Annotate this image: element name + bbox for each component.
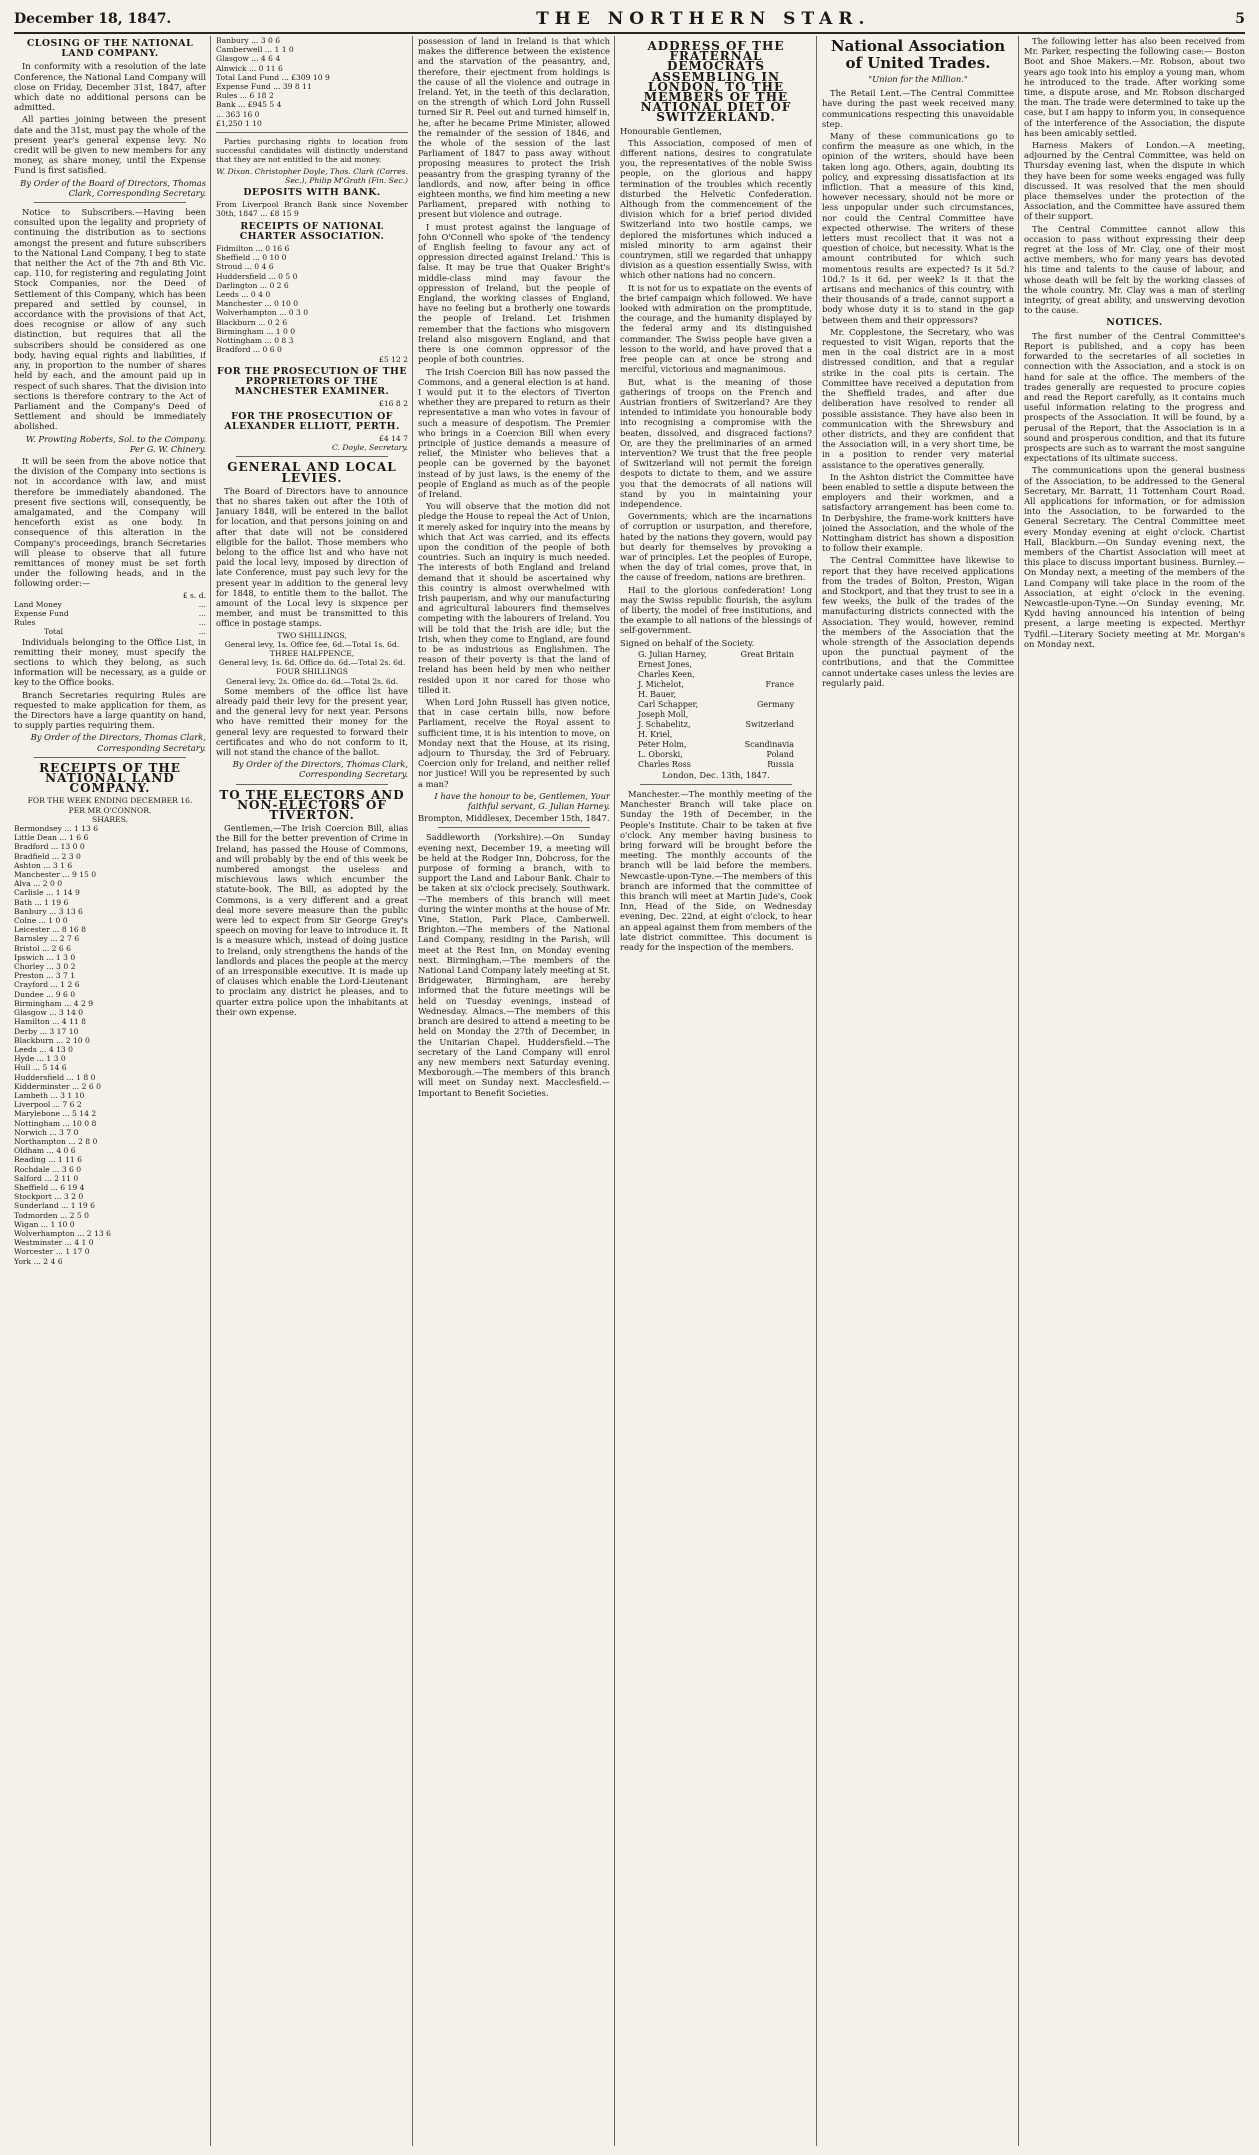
charter-row: Stroud ... 0 4 6	[216, 262, 274, 272]
ledger-row: Total ...	[44, 627, 206, 637]
salutation: Honourable Gentlemen,	[620, 125, 722, 136]
ledger-row: ... 363 16 0	[216, 109, 260, 119]
column-1	[14, 36, 206, 2146]
signatories-list	[620, 650, 812, 770]
signatory-name: J. Michelot,	[638, 679, 684, 689]
receipt-row: Carlisle ... 1 14 9	[14, 888, 80, 898]
receipt-row: Dundee ... 9 6 0	[14, 989, 76, 999]
article-paragraph: In the Ashton district the Committee have been enabled to settle a dispute between the employers and their workmen, and a satisfactory arrangement has been come to. In Derbyshire, the frame-work knitters have joined the Association, and the whole of the Nottingham district has shown a disposition to follow their example.	[822, 471, 1014, 554]
charter-row: Bradford ... 0 6 0	[216, 345, 282, 355]
receipt-row: York ... 2 4 6	[14, 1256, 63, 1266]
signatory-name: Joseph Moll,	[638, 709, 689, 719]
signature: By Order of the Board of Directors, Thomas Clark, Corresponding Secretary.	[20, 177, 206, 198]
article-paragraph: I must protest against the language of John O'Connell who spoke of 'the tendency of English feeling to favour any act of oppression directed against Ireland.' This is false. It may be true that Quaker Bright's middle-class mind may favour the oppression of Ireland, but the people of England, the working classes of England, have no feeling but a brotherly one towards the people of Ireland. Let Irishmen remember that the factions who misgovern Ireland also misgovern England, and that there is one common oppressor of the people of both countries.	[418, 221, 610, 365]
divider	[216, 132, 408, 133]
notices-heading: NOTICES.	[1106, 317, 1163, 329]
charter-row: Nottingham ... 0 8 3	[216, 336, 294, 346]
signatory-country: Russia	[767, 759, 794, 769]
purchase-note: Parties purchasing rights to location from successful candidates will distinctly understand that they are not entitled to the aid money.	[216, 137, 408, 165]
column-rule	[1018, 36, 1019, 2146]
signatory-row	[638, 660, 794, 670]
charter-row: Blackburn ... 0 2 6	[216, 317, 288, 327]
receipt-row: Marylebone ... 5 14 2	[14, 1109, 97, 1119]
ledger-row: Expense Fund ... 39 8 11	[216, 82, 312, 92]
ledger-row: Total Land Fund ... £309 10 9	[216, 72, 330, 82]
signatory-name: Ernest Jones,	[638, 659, 692, 669]
charter-row: Darlington ... 0 2 6	[216, 280, 289, 290]
divider	[438, 827, 590, 828]
elliott-total: £4 14 7	[379, 433, 408, 443]
column-rule	[816, 36, 817, 2146]
receipt-row: Bath ... 1 19 6	[14, 897, 69, 907]
receipts-subheading: FOR THE WEEK ENDING DECEMBER 16.	[27, 796, 193, 806]
divider	[640, 784, 792, 785]
signature: I have the honour to be, Gentlemen, Your faithful servant, G. Julian Harney.	[434, 790, 610, 812]
signatory-name: G. Julian Harney,	[638, 649, 707, 659]
charter-row: Wolverhampton ... 0 3 0	[216, 308, 309, 318]
article-paragraph: Governments, which are the incarnations of corruption or usurpation, and therefore, hated by the nations they govern, would pay but dearly for themselves by provoking a war of principles. Let the peoples of Europe, when the day of trial comes, prove that, in the cause of freedom, nations are brethren.	[620, 511, 812, 583]
ledger-row: Glasgow ... 4 6 4	[216, 54, 281, 64]
receipt-row: Chorley ... 3 0 2	[14, 962, 76, 972]
article-paragraph: Gentlemen,—The Irish Coercion Bill, alias the Bill for the better prevention of Crime in Ireland, has passed the House of Commons, and will probably by the end of this week be numbered amongst the useless and mischievous laws which encumber the statute-book. The Bill, as adopted by the Commons, is a very different and a great deal more severe measure than the public were led to expect from Sir George Grey's speech on moving for leave to introduce it. It is a measure which, instead of doing justice to Ireland, only strengthens the hands of the landlords and places the people at the mercy of an irresponsible executive. It is made up of clauses which enable the Lord-Lieutenant to proclaim any district he pleases, and to quarter extra police upon the inhabitants at their own expense.	[216, 823, 408, 1017]
column-2	[216, 36, 408, 2146]
signatory-row	[638, 750, 794, 760]
receipts-list	[14, 824, 206, 1266]
motto: "Union for the Million."	[868, 74, 968, 84]
article-paragraph: It is not for us to expatiate on the events of the brief campaign which followed. We have looked with admiration on the promptitude, the courage, and the humanity displayed by the federal army and its distinguished commander. The Swiss people have given a lesson to the world, and have proved that a free people can at once be strong and merciful, victorious and magnanimous.	[620, 282, 812, 375]
signatory-row	[638, 670, 794, 680]
receipt-row: Ipswich ... 1 3 0	[14, 952, 76, 962]
article-paragraph: When Lord John Russell has given notice, that in case certain bills, now before Parliament, receive the Royal assent to sufficient time, it is his intention to move, on Monday next that the House, at its rising, adjourn to Thursday, the 3rd of February. Coercion only for Ireland, and neither relief nor justice! Will you be represented by such a man?	[418, 697, 610, 789]
ledger-row: Bank ... £945 5 4	[216, 100, 282, 110]
signatory-name: H. Bauer,	[638, 689, 677, 699]
signature: By Order of the Directors, Thomas Clark, Corresponding Secretary.	[232, 759, 408, 780]
receipt-row: Huddersfield ... 1 8 0	[14, 1072, 96, 1082]
prosecution-heading: FOR THE PROSECUTION OF THE PROPRIETORS OF THE MANCHESTER EXAMINER.	[216, 365, 408, 398]
signature: By Order of the Directors, Thomas Clark, Corresponding Secretary.	[30, 732, 206, 753]
article-paragraph: The following letter has also been received from Mr. Parker, respecting the following case:— Boston Boot and Shoe Makers.—Mr. Robson, about two years ago took into his employ a young man, whom he introduced to the trade. After working some time, a dispute arose, and Mr. Robson discharged the man. The trade were determined to take up the case, but I am happy to inform you, in consequence of the interference of the Association, the dispute has been amicably settled.	[1024, 36, 1245, 138]
signatory-row	[638, 700, 794, 710]
charter-total: £5 12 2	[379, 354, 408, 364]
receipt-row: Liverpool ... 7 6 2	[14, 1100, 82, 1110]
receipt-row: Wigan ... 1 10 0	[14, 1219, 75, 1229]
article-paragraph: The Irish Coercion Bill has now passed the Commons, and a general election is at hand. I would put it to the electors of Tiverton whether they are prepared to return as their representative a man who votes in favour of such a measure of despotism. The Premier who brings in a Coercion Bill when every principle of justice demands a measure of relief, the Minister who believes that a people can be governed by the bayonet instead of by just laws, is the enemy of the people of England as much as of the people of Ireland.	[418, 366, 610, 499]
signatory-name: Peter Holm,	[638, 739, 687, 749]
receipt-row: Leicester ... 8 16 8	[14, 925, 87, 935]
receipt-row: Bermondsey ... 1 13 6	[14, 824, 99, 834]
signatory-row	[638, 720, 794, 730]
divider	[236, 456, 388, 457]
ledger-row: Alnwick ... 0 11 6	[216, 63, 283, 73]
signatory-name: H. Kriel,	[638, 729, 673, 739]
ledger-row: Rules ...	[14, 618, 206, 628]
receipt-row: Blackburn ... 2 10 0	[14, 1035, 90, 1045]
receipt-row: Kidderminster ... 2 6 0	[14, 1081, 101, 1091]
receipt-row: Bradford ... 13 0 0	[14, 842, 85, 852]
article-paragraph: The first number of the Central Committee's Report is published, and a copy has been forwarded to the secretaries of all societies in connection with the Association, and a stock is on hand for sale at the office. The members of the trades generally are requested to procure copies and read the Report carefully, as it contains much useful information relating to the progress and prospects of the Association. It will be found, by a perusal of the Report, that the Association is in a sound and prosperous condition, and that its future prospects are such as to warrant the most sanguine expectations of its ultimate success.	[1024, 330, 1245, 464]
receipt-row: Reading ... 1 11 6	[14, 1155, 83, 1165]
receipt-row: Banbury ... 3 13 6	[14, 906, 83, 916]
signatory-country: Scandinavia	[744, 739, 794, 749]
signatory-row	[638, 680, 794, 690]
receipt-row: Crayford ... 1 2 6	[14, 980, 80, 990]
receipt-row: Stockport ... 3 2 0	[14, 1192, 84, 1202]
receipt-row: Barnsley ... 2 7 6	[14, 934, 80, 944]
signatory-row	[638, 710, 794, 720]
article-paragraph: In conformity with a resolution of the late Conference, the National Land Company will close on Friday, December 31st, 1847, after which date no additional persons can be admitted.	[14, 61, 206, 113]
receipt-row: Nottingham ... 10 0 8	[14, 1118, 97, 1128]
notices-text: Saddleworth (Yorkshire).—On Sunday evening next, December 19, a meeting will be held at the Rodger Inn, Dobcross, for the purpose of forming a branch, with to support the Land and Labour Bank. Chair to be taken at six o'clock precisely. Southwark.—The members of this branch will meet during the winter months at the house of Mr. Vine, Station, Park Place, Camberwell. Brighton.—The members of the National Land Company, residing in the Parish, will meet at the Rest Inn, on Monday evening next. Birmingham.—The members of the National Land Company lately meeting at St. Bridgewater, Birmingham, are hereby informed that the future meetings will be held on Tuesday evenings, instead of Wednesday. Almacs.—The members of this branch are desired to attend a meeting to be held on Monday the 27th of December, in the Unitarian Chapel. Huddersfield.—The secretary of the Land Company will enrol any new members next Saturday evening. Mexborough.—The members of this branch will meet on Sunday next. Macclesfield.—Important to Benefit Societies.	[418, 832, 610, 1098]
charter-row: Manchester ... 0 10 0	[216, 299, 299, 309]
article-paragraph: The Retail Lent.—The Central Committee have during the past week received many communications respecting this unavoidable step.	[822, 88, 1014, 129]
receipt-row: Salford ... 2 11 0	[14, 1173, 79, 1183]
deposits-text: From Liverpool Branch Bank since November 30th, 1847 ... £8 15 9	[216, 200, 408, 219]
article-paragraph: This Association, composed of men of different nations, desires to congratulate you, the representatives of the noble Swiss people, on the glorious and happy termination of the troubles which recently disturbed the Helvetic Confederation. Although from the commencement of the division which for a brief period divided Switzerland into two hostile camps, we deplored the misfortunes which induced a misled minority to arm against their countrymen, still we regarded that unhappy division as a question essentially Swiss, with which other nations had no concern.	[620, 137, 812, 281]
receipt-row: Todmorden ... 2 5 0	[14, 1210, 89, 1220]
article-paragraph: Hail to the glorious confederation! Long may the Swiss republic flourish, the asylum of liberty, the model of free institutions, and the example to all nations of the blessings of self-government.	[620, 584, 812, 636]
article-paragraph: All parties joining between the present date and the 31st, must pay the whole of the present year's general expense levy. No credit will be given to new members for any money, as share money, until the Expense Fund is first satisfied.	[14, 114, 206, 176]
sign-date: Brompton, Middlesex, December 15th, 1847.	[418, 813, 610, 824]
article-paragraph: possession of land in Ireland is that which makes the difference between the existence and the starvation of the peasantry, and, therefore, their ejectment from holdings is the cause of all the violence and outrage in Ireland. Yet, in the teeth of this declaration, on the strength of which Lord John Russell turned Sir R. Peel out and turned himself in, he, after he became Prime Minister, allowed the remainder of the session of 1846, and the whole of the session of the last Parliament of 1847 to pass away without proposing measures to protect the Irish peasantry from the grasping tyranny of the landlords, and now, after being in office eighteen months, we find him meeting a new Parliament, prepared with nothing to present but violence and outrage.	[418, 36, 610, 220]
levies-heading: GENERAL AND LOCAL LEVIES.	[227, 460, 397, 485]
ledger-unit-row: £ s. d.	[182, 590, 206, 600]
receipt-row: Hull ... 5 14 6	[14, 1063, 67, 1073]
column-rule	[210, 36, 211, 2146]
sign-off: Signed on behalf of the Society.	[620, 637, 755, 648]
levy-row: THREE HALFPENCE,	[269, 648, 355, 658]
article-paragraph: The Board of Directors have to announce that no shares taken out after the 10th of January 1848, will be entered in the ballot for location, and that persons joining on and after that date will not be considered eligible for the ballot. Those members who belong to the office list and who have not paid the local levy, imposed by direction of late Conference, must pay such levy for the present year in addition to the general levy for 1848, to entitle them to the ballot. The amount of the Local levy is sixpence per member, and must be transmitted to this office in postage stamps.	[216, 485, 408, 629]
masthead	[14, 6, 1245, 34]
fraternal-democrats-heading: ADDRESS OF THE FRATERNAL DEMOCRATS ASSEMBLING IN LONDON, TO THE MEMBERS OF THE NATIONAL DIET OF SWITZERLAND.	[640, 39, 792, 125]
article-paragraph: But, what is the meaning of those gatherings of troops on the French and Austrian frontiers of Switzerland? Are they intended to intimidate you honourable body into recognising a compromise with the beaten, dissolved, and disgraced factions? Or, are they the preliminaries of an armed intervention? We trust that the free people of Switzerland will not permit the foreign despots to dictate to them, and we assure you that the democrats of all nations will stand by you in maintaining your independence.	[620, 376, 812, 509]
article-paragraph: Manchester.—The monthly meeting of the Manchester Branch will take place on Sunday the 19th of December, in the People's Institute. Chair to be taken at five o'clock. Any member having business to bring forward will be brought before the meeting. The monthly accounts of the branch will be laid before the members. Newcastle-upon-Tyne.—The members of this branch are informed that the committee of this branch will meet at Martin Jude's, Cook Inn, Head of the Side, on Wednesday evening, Dec. 22nd, at eight o'clock, to hear an appeal against them from members of the late district committee. This document is ready for the inspection of the members.	[620, 788, 812, 953]
ledger-list	[216, 36, 408, 128]
receipt-row: Ashton ... 3 1 6	[14, 860, 73, 870]
receipt-row: Hamilton ... 4 11 8	[14, 1017, 86, 1027]
receipt-row: Bristol ... 2 6 6	[14, 943, 71, 953]
column-3	[418, 36, 610, 2146]
column-4	[620, 36, 812, 2146]
divider	[236, 784, 388, 785]
levy-row: FOUR SHILLINGS	[276, 667, 348, 677]
divider	[34, 202, 186, 203]
receipt-row: Lambeth ... 3 1 10	[14, 1090, 85, 1100]
signatory-country: France	[765, 679, 794, 689]
article-paragraph: Branch Secretaries requiring Rules are requested to make application for them, as the Directors have a large quantity on hand, to supply parties requiring them.	[14, 689, 206, 731]
article-paragraph: Many of these communications go to confirm the measure as one which, in the opinion of the writers, should have been taken long ago. Others, again, doubting its policy, and expressing dissatisfaction at its infliction. That a measure of this kind, however necessary, should not be more or less unpopular under such circumstances, nor could the Central Committee have expected otherwise. The writers of these letters must recollect that it was not a question of choice, but necessity. What is the amount contributed for which such momentous results are expected? Is it 5d.? 10d.? Is it 6d. per week? Is it that the artisans and mechanics of this country, with their thousands of a trade, cannot support a body whose duty it is to stand in the gap between them and their oppressors?	[822, 131, 1014, 325]
receipt-row: Manchester ... 9 15 0	[14, 870, 97, 880]
receipts-shares: SHARES.	[92, 814, 128, 824]
receipt-row: Oldham ... 4 0 6	[14, 1146, 76, 1156]
issue-date: December 18, 1847.	[14, 11, 172, 27]
receipt-row: Sunderland ... 1 19 6	[14, 1201, 95, 1211]
deposits-heading: DEPOSITS WITH BANK.	[243, 187, 381, 199]
land-company-closing-heading: CLOSING OF THE NATIONAL LAND COMPANY.	[26, 38, 194, 60]
levy-heading: TWO SHILLINGS,	[277, 630, 347, 640]
signatory-row	[638, 650, 794, 660]
receipt-row: Worcester ... 1 17 0	[14, 1247, 90, 1257]
signatory-row	[638, 760, 794, 770]
article-paragraph: The communications upon the general business of the Association, to be addressed to the General Secretary, Mr. Barratt, 11 Tottenham Court Road. All applications for information, or for admission into the Association, to be forwarded to the General Secretary. The Central Committee meet every Monday evening at eight o'clock. Chartist Hall, Blackburn.—On Sunday evening next, the members of the Chartist Association will meet at this place to discuss important business. Burnley.—On Monday next, a meeting of the members of the Land Company will take place in the room of the Association, at eight o'clock in the evening. Newcastle-upon-Tyne.—On Sunday evening, Mr. Kydd having announced his intention of being present, a large meeting is expected. Merthyr Tydfil.—Literary Society meeting at Mr. Morgan's on Monday next.	[1024, 465, 1245, 649]
charter-row: Fidmilton ... 0 16 6	[216, 244, 290, 254]
article-paragraph: Notice to Subscribers.—Having been consulted upon the legality and propriety of continuing the distribution as to sections amongst the present and future subscribers to the National Land Company, I beg to state that neither the Act of the 7th and 8th Vic. cap. 110, for registering and regulating Joint Stock Companies, nor the Deed of Settlement of this Company, which has been prepared and settled by counsel, in accordance with the provisions of that Act, does recognise or allow of any such distinction, but requires that all the subscribers should be considered as one body, having equal rights and liabilities, if any, in proportion to the number of shares held by each, and the amount paid up in respect of such shares. That the division into sections is therefore contrary to the Act of Parliament and the Company's Deed of Settlement and should be immediately abolished.	[14, 207, 206, 432]
receipt-row: Northampton ... 2 8 0	[14, 1136, 98, 1146]
receipt-row: Colne ... 1 0 0	[14, 916, 68, 926]
article-paragraph: You will observe that the motion did not pledge the House to repeal the Act of Union, it merely asked for inquiry into the means by which that Act was carried, and its effects upon the condition of the people of both countries. Such an inquiry is much needed. The interests of both England and Ireland demand that it should be ascertained why this country is almost overwhelmed with Irish pauperism, and why our manufacturing and agricultural labourers find themselves competing with the labourers of Ireland. You will be told that the Irish are idle; but the Irish, when they come to England, are found to be as industrious as Englishmen. The reason of their poverty is that the land of Ireland has been held by men who neither resided upon it nor cared for those who tilled it.	[418, 501, 610, 695]
receipt-row: Glasgow ... 3 14 0	[14, 1008, 84, 1018]
signatory-name: Carl Schapper,	[638, 699, 699, 709]
ledger-row: Expense Fund ...	[14, 608, 206, 618]
article-paragraph: It will be seen from the above notice that the division of the Company into sections is not in accordance with law, and must therefore be immediately abandoned. The present five sections will, consequently, be amalgamated, and the Company will henceforth exist as one body. In consequence of this alteration in the Company's proceedings, branch Secretaries will please to observe that all future remittances of money must be set forth under the following heads, and in the following order:—	[14, 455, 206, 589]
receipts-heading: RECEIPTS OF THE NATIONAL LAND COMPANY.	[39, 760, 181, 796]
charter-row: Huddersfield ... 0 5 0	[216, 271, 298, 281]
receipt-row: Rochdale ... 3 6 0	[14, 1164, 82, 1174]
levy-row: General levy, 2s. Office do. 6d.—Total 2s. 6d.	[226, 676, 398, 686]
ledger-row: Camberwell ... 1 1 0	[216, 45, 294, 55]
levy-row: General levy, 1s. Office fee, 6d.—Total 1s. 6d.	[224, 639, 400, 649]
signatory-name: Charles Ross	[638, 759, 691, 769]
receipt-row: Norwich ... 3 7 0	[14, 1127, 79, 1137]
article-paragraph: The Central Committee cannot allow this occasion to pass without expressing their deep regret at the loss of Mr. Clay, one of their most active members, who for many years has devoted his time and talents to the cause of labour, and whose death will be felt by the working classes of the whole country. Mr. Clay was a man of sterling integrity, of great ability, and unswerving devotion to the cause.	[1024, 223, 1245, 316]
ledger-row: £1,250 1 10	[216, 118, 262, 128]
signatory-row	[638, 740, 794, 750]
receipt-row: Little Dean ... 1 6 6	[14, 833, 89, 843]
ledger-row: Land Money ...	[14, 599, 206, 609]
prosecution-total: £16 8 2	[379, 399, 408, 409]
charter-row: Leeds ... 0 4 0	[216, 290, 271, 300]
receipt-row: Preston ... 3 7 1	[14, 971, 76, 981]
column-6	[1024, 36, 1245, 2146]
signatory-country: Switzerland	[745, 719, 794, 729]
signature: W. Dixon. Christopher Doyle, Thos. Clark (Corres. Sec.), Philip M'Grath (Fin. Sec.)	[216, 166, 408, 185]
tiverton-heading: TO THE ELECTORS AND NON-ELECTORS OF TIVERTON.	[219, 787, 405, 823]
receipt-row: Sheffield ... 6 19 4	[14, 1182, 85, 1192]
divider	[34, 757, 186, 758]
column-5	[822, 36, 1014, 2146]
receipt-row: Hyde ... 1 3 0	[14, 1054, 66, 1064]
signatory-country: Germany	[757, 699, 794, 709]
article-paragraph: Harness Makers of London.—A meeting, adjourned by the Central Committee, was held on Thursday evening last, when the dispute in which they have been for some weeks engaged was fully discussed. It was resolved that the men should place themselves under the protection of the Association, and the Committee have assured them of their support.	[1024, 140, 1245, 222]
receipt-row: Leeds ... 4 13 0	[14, 1044, 74, 1054]
charter-row: Sheffield ... 0 10 0	[216, 253, 287, 263]
signatory-name: L. Oborski,	[638, 749, 683, 759]
charter-receipts-heading: RECEIPTS OF NATIONAL CHARTER ASSOCIATION.	[239, 220, 385, 242]
elliott-heading: FOR THE PROSECUTION OF ALEXANDER ELLIOTT, PERTH.	[224, 410, 400, 432]
signature: W. Prowting Roberts, Sol. to the Company. Per G. W. Chinery.	[25, 433, 206, 454]
signatory-country: Great Britain	[740, 649, 794, 659]
receipts-per: PER MR O'CONNOR.	[68, 805, 152, 815]
article-paragraph: Mr. Copplestone, the Secretary, who was requested to visit Wigan, reports that the men in the coal district are in a most distressed condition, and that a regular strike in the coal pits is certain. The Committee have received a deputation from the Sheffield trades, and after due deliberation have resolved to render all possible assistance. They have also been in communication with the Shrewsbury and other districts, and they are confident that the Association will, in a very short time, be in a position to render very material assistance to the operatives generally.	[822, 326, 1014, 470]
place-date: London, Dec. 13th, 1847.	[662, 769, 770, 780]
charter-row: Birmingham ... 1 0 0	[216, 326, 296, 336]
receipt-row: Alva ... 2 0 0	[14, 879, 63, 889]
newspaper-title: THE NORTHERN STAR.	[536, 9, 871, 29]
column-rule	[614, 36, 615, 2146]
receipt-row: Wolverhampton ... 2 13 6	[14, 1228, 111, 1238]
receipt-row: Birmingham ... 4 2 9	[14, 998, 94, 1008]
receipt-row: Westminster ... 4 1 0	[14, 1238, 94, 1248]
article-paragraph: The Central Committee have likewise to report that they have received applications from the trades of Bolton, Preston, Wigan and Stockport, and that they trust to see in a few weeks, the bulk of the trades of the manufacturing districts connected with the Association. They would, however, remind the members of the Association that the whole strength of the Association depends upon the punctual payment of the contributions, and that the Committee cannot undertake cases unless the levies are regularly paid.	[822, 555, 1014, 688]
ledger-row: Rules ... 6 18 2	[216, 91, 274, 101]
levy-row: General levy, 1s. 6d. Office do. 6d.—Total 2s. 6d.	[218, 658, 406, 668]
signatory-name: J. Schabelitz,	[638, 719, 691, 729]
signatory-row	[638, 730, 794, 740]
receipt-row: Derby ... 3 17 10	[14, 1026, 79, 1036]
page-number: 5	[1235, 11, 1245, 27]
ledger-row: Banbury ... 3 0 6	[216, 36, 281, 45]
signature: C. Doyle, Secretary.	[331, 443, 408, 453]
article-paragraph: Individuals belonging to the Office List, in remitting their money, must specify the sections to which they belong, as such information will be necessary, as a guide or key to the Office books.	[14, 636, 206, 688]
receipt-row: Bradfield ... 2 3 0	[14, 851, 81, 861]
signatory-name: Charles Keen,	[638, 669, 695, 679]
signatory-country: Poland	[766, 749, 794, 759]
column-rule	[412, 36, 413, 2146]
charter-list	[216, 244, 408, 354]
article-paragraph: Some members of the office list have already paid their levy for the present year, and the general levy for next year. Persons who have remitted their money for the general levy are requested to forward their certificates and who do not conform to it, will not stand the chance of the ballot.	[216, 685, 408, 758]
united-trades-heading: National Association of United Trades.	[830, 37, 1006, 72]
signatory-row	[638, 690, 794, 700]
